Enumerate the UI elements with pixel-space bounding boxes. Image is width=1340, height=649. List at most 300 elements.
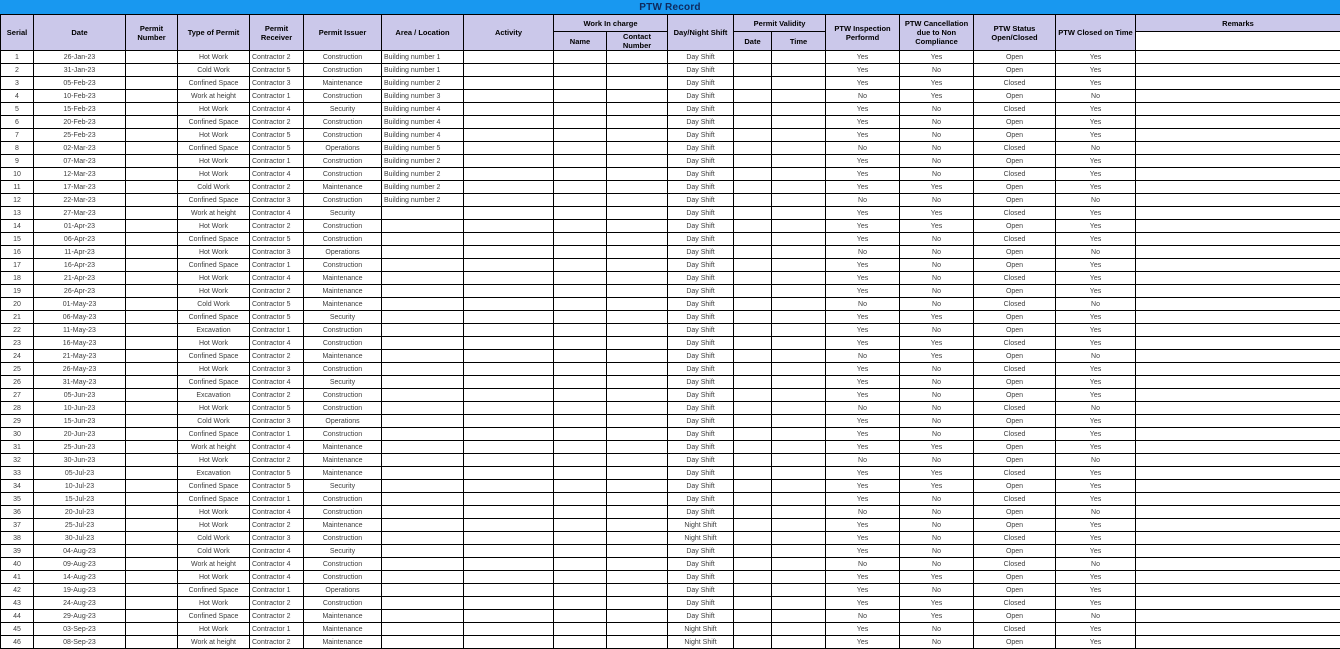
cell-ptw_closed_on_time: Yes xyxy=(1056,363,1136,376)
cell-ptw_status: Open xyxy=(974,51,1056,64)
cell-validity_date xyxy=(734,545,772,558)
cell-activity xyxy=(464,77,554,90)
cell-name xyxy=(554,285,607,298)
cell-ptw_inspection: Yes xyxy=(826,168,900,181)
cell-ptw_inspection: Yes xyxy=(826,64,900,77)
cell-ptw_closed_on_time: Yes xyxy=(1056,272,1136,285)
cell-permit_number xyxy=(126,298,178,311)
cell-ptw_status: Open xyxy=(974,415,1056,428)
cell-permit_receiver: Contractor 5 xyxy=(250,298,304,311)
cell-ptw_closed_on_time: Yes xyxy=(1056,415,1136,428)
cell-date: 14-Aug-23 xyxy=(34,571,126,584)
cell-permit_issuer: Construction xyxy=(304,220,382,233)
cell-contact_number xyxy=(607,584,668,597)
table-row xyxy=(1,324,1340,337)
cell-date: 26-Apr-23 xyxy=(34,285,126,298)
cell-permit_issuer: Maintenance xyxy=(304,623,382,636)
cell-validity_date xyxy=(734,376,772,389)
cell-day_night_shift: Day Shift xyxy=(668,571,734,584)
cell-area_location xyxy=(382,597,464,610)
table-row xyxy=(1,493,1340,506)
cell-permit_number xyxy=(126,337,178,350)
cell-type_of_permit: Hot Work xyxy=(178,571,250,584)
cell-area_location xyxy=(382,350,464,363)
cell-ptw_closed_on_time: Yes xyxy=(1056,571,1136,584)
cell-ptw_inspection: Yes xyxy=(826,480,900,493)
cell-ptw_status: Open xyxy=(974,181,1056,194)
cell-area_location xyxy=(382,207,464,220)
cell-ptw_cancellation: No xyxy=(900,506,974,519)
cell-type_of_permit: Hot Work xyxy=(178,155,250,168)
cell-validity_date xyxy=(734,324,772,337)
cell-serial: 39 xyxy=(1,545,34,558)
cell-name xyxy=(554,519,607,532)
column-header-day-night-shift: Day/Night Shift xyxy=(668,15,734,51)
cell-ptw_status: Open xyxy=(974,64,1056,77)
cell-activity xyxy=(464,116,554,129)
cell-ptw_status: Open xyxy=(974,454,1056,467)
table-row xyxy=(1,64,1340,77)
cell-validity_date xyxy=(734,428,772,441)
cell-type_of_permit: Hot Work xyxy=(178,402,250,415)
cell-area_location: Building number 4 xyxy=(382,129,464,142)
cell-date: 05-Feb-23 xyxy=(34,77,126,90)
cell-date: 06-May-23 xyxy=(34,311,126,324)
cell-validity_time xyxy=(772,467,826,480)
cell-permit_receiver: Contractor 5 xyxy=(250,129,304,142)
column-header-date: Date xyxy=(34,15,126,51)
cell-validity_time xyxy=(772,610,826,623)
cell-remarks xyxy=(1136,311,1340,324)
cell-ptw_closed_on_time: Yes xyxy=(1056,51,1136,64)
cell-contact_number xyxy=(607,623,668,636)
table-row xyxy=(1,610,1340,623)
cell-date: 16-Apr-23 xyxy=(34,259,126,272)
cell-ptw_inspection: Yes xyxy=(826,415,900,428)
cell-remarks xyxy=(1136,142,1340,155)
cell-permit_issuer: Operations xyxy=(304,584,382,597)
cell-ptw_inspection: Yes xyxy=(826,155,900,168)
cell-type_of_permit: Confined Space xyxy=(178,493,250,506)
cell-ptw_status: Open xyxy=(974,129,1056,142)
cell-contact_number xyxy=(607,311,668,324)
cell-permit_issuer: Construction xyxy=(304,324,382,337)
cell-validity_date xyxy=(734,350,772,363)
cell-activity xyxy=(464,623,554,636)
cell-ptw_closed_on_time: Yes xyxy=(1056,428,1136,441)
cell-permit_receiver: Contractor 4 xyxy=(250,207,304,220)
cell-name xyxy=(554,129,607,142)
cell-name xyxy=(554,571,607,584)
cell-contact_number xyxy=(607,597,668,610)
cell-permit_receiver: Contractor 5 xyxy=(250,467,304,480)
cell-ptw_closed_on_time: Yes xyxy=(1056,259,1136,272)
cell-ptw_cancellation: No xyxy=(900,415,974,428)
cell-remarks xyxy=(1136,207,1340,220)
cell-ptw_cancellation: No xyxy=(900,142,974,155)
cell-validity_date xyxy=(734,51,772,64)
cell-validity_time xyxy=(772,337,826,350)
cell-validity_time xyxy=(772,571,826,584)
cell-remarks xyxy=(1136,155,1340,168)
cell-contact_number xyxy=(607,415,668,428)
cell-validity_time xyxy=(772,493,826,506)
column-header-ptw-closed-on-time: PTW Closed on Time xyxy=(1056,15,1136,51)
cell-permit_receiver: Contractor 5 xyxy=(250,64,304,77)
cell-type_of_permit: Hot Work xyxy=(178,51,250,64)
cell-area_location xyxy=(382,623,464,636)
cell-date: 29-Aug-23 xyxy=(34,610,126,623)
cell-type_of_permit: Hot Work xyxy=(178,272,250,285)
cell-validity_time xyxy=(772,545,826,558)
cell-type_of_permit: Cold Work xyxy=(178,415,250,428)
cell-permit_receiver: Contractor 1 xyxy=(250,428,304,441)
cell-serial: 22 xyxy=(1,324,34,337)
cell-name xyxy=(554,506,607,519)
cell-name xyxy=(554,558,607,571)
cell-remarks xyxy=(1136,506,1340,519)
cell-permit_receiver: Contractor 5 xyxy=(250,142,304,155)
cell-permit_number xyxy=(126,129,178,142)
cell-validity_time xyxy=(772,77,826,90)
cell-permit_issuer: Construction xyxy=(304,506,382,519)
cell-day_night_shift: Night Shift xyxy=(668,636,734,649)
cell-activity xyxy=(464,337,554,350)
cell-name xyxy=(554,51,607,64)
cell-name xyxy=(554,246,607,259)
cell-type_of_permit: Cold Work xyxy=(178,181,250,194)
cell-ptw_cancellation: No xyxy=(900,194,974,207)
cell-date: 24-Aug-23 xyxy=(34,597,126,610)
cell-ptw_status: Open xyxy=(974,519,1056,532)
cell-contact_number xyxy=(607,571,668,584)
cell-ptw_status: Open xyxy=(974,116,1056,129)
cell-area_location xyxy=(382,558,464,571)
table-header xyxy=(1,15,1340,51)
cell-permit_issuer: Operations xyxy=(304,142,382,155)
cell-date: 10-Jun-23 xyxy=(34,402,126,415)
cell-ptw_cancellation: No xyxy=(900,324,974,337)
cell-serial: 44 xyxy=(1,610,34,623)
cell-contact_number xyxy=(607,220,668,233)
page-title: PTW Record xyxy=(639,2,700,13)
cell-type_of_permit: Work at height xyxy=(178,636,250,649)
cell-validity_date xyxy=(734,532,772,545)
cell-permit_receiver: Contractor 2 xyxy=(250,454,304,467)
cell-ptw_cancellation: Yes xyxy=(900,220,974,233)
cell-validity_date xyxy=(734,389,772,402)
cell-day_night_shift: Day Shift xyxy=(668,467,734,480)
cell-serial: 43 xyxy=(1,597,34,610)
cell-type_of_permit: Confined Space xyxy=(178,259,250,272)
cell-activity xyxy=(464,519,554,532)
cell-contact_number xyxy=(607,532,668,545)
cell-validity_date xyxy=(734,129,772,142)
cell-date: 07-Mar-23 xyxy=(34,155,126,168)
cell-ptw_closed_on_time: Yes xyxy=(1056,103,1136,116)
cell-permit_issuer: Maintenance xyxy=(304,454,382,467)
cell-validity_date xyxy=(734,441,772,454)
cell-activity xyxy=(464,298,554,311)
cell-validity_date xyxy=(734,519,772,532)
cell-ptw_inspection: Yes xyxy=(826,285,900,298)
cell-ptw_closed_on_time: Yes xyxy=(1056,376,1136,389)
cell-remarks xyxy=(1136,168,1340,181)
cell-permit_number xyxy=(126,506,178,519)
cell-serial: 17 xyxy=(1,259,34,272)
cell-ptw_closed_on_time: Yes xyxy=(1056,532,1136,545)
cell-name xyxy=(554,402,607,415)
cell-area_location xyxy=(382,324,464,337)
cell-ptw_closed_on_time: No xyxy=(1056,194,1136,207)
cell-day_night_shift: Day Shift xyxy=(668,155,734,168)
cell-serial: 46 xyxy=(1,636,34,649)
cell-ptw_inspection: Yes xyxy=(826,545,900,558)
cell-ptw_status: Closed xyxy=(974,233,1056,246)
cell-ptw_status: Closed xyxy=(974,493,1056,506)
cell-permit_number xyxy=(126,545,178,558)
cell-day_night_shift: Day Shift xyxy=(668,324,734,337)
cell-serial: 32 xyxy=(1,454,34,467)
cell-ptw_status: Open xyxy=(974,389,1056,402)
cell-ptw_cancellation: Yes xyxy=(900,90,974,103)
cell-permit_number xyxy=(126,571,178,584)
cell-ptw_status: Open xyxy=(974,350,1056,363)
cell-serial: 14 xyxy=(1,220,34,233)
cell-day_night_shift: Day Shift xyxy=(668,597,734,610)
cell-day_night_shift: Day Shift xyxy=(668,454,734,467)
cell-remarks xyxy=(1136,545,1340,558)
cell-permit_number xyxy=(126,142,178,155)
table-row xyxy=(1,233,1340,246)
cell-ptw_status: Open xyxy=(974,246,1056,259)
cell-remarks xyxy=(1136,402,1340,415)
cell-activity xyxy=(464,584,554,597)
cell-name xyxy=(554,77,607,90)
cell-ptw_inspection: Yes xyxy=(826,337,900,350)
cell-contact_number xyxy=(607,168,668,181)
cell-permit_receiver: Contractor 2 xyxy=(250,636,304,649)
cell-activity xyxy=(464,480,554,493)
table-row xyxy=(1,129,1340,142)
cell-ptw_cancellation: No xyxy=(900,428,974,441)
cell-activity xyxy=(464,259,554,272)
cell-ptw_closed_on_time: Yes xyxy=(1056,181,1136,194)
column-header-validity-time: Time xyxy=(772,32,826,51)
cell-name xyxy=(554,545,607,558)
cell-date: 27-Mar-23 xyxy=(34,207,126,220)
table-row xyxy=(1,506,1340,519)
cell-area_location: Building number 4 xyxy=(382,103,464,116)
cell-permit_issuer: Construction xyxy=(304,155,382,168)
cell-day_night_shift: Day Shift xyxy=(668,142,734,155)
cell-permit_number xyxy=(126,90,178,103)
cell-area_location: Building number 4 xyxy=(382,116,464,129)
cell-ptw_inspection: Yes xyxy=(826,311,900,324)
cell-ptw_closed_on_time: No xyxy=(1056,610,1136,623)
cell-permit_number xyxy=(126,103,178,116)
cell-remarks xyxy=(1136,519,1340,532)
cell-ptw_inspection: Yes xyxy=(826,220,900,233)
cell-permit_receiver: Contractor 4 xyxy=(250,168,304,181)
cell-ptw_cancellation: No xyxy=(900,493,974,506)
cell-ptw_status: Closed xyxy=(974,142,1056,155)
table-row xyxy=(1,376,1340,389)
cell-activity xyxy=(464,194,554,207)
cell-ptw_status: Open xyxy=(974,441,1056,454)
cell-ptw_status: Open xyxy=(974,636,1056,649)
column-header-name: Name xyxy=(554,32,607,51)
cell-permit_receiver: Contractor 1 xyxy=(250,493,304,506)
cell-validity_date xyxy=(734,298,772,311)
table-row xyxy=(1,389,1340,402)
cell-ptw_status: Closed xyxy=(974,298,1056,311)
cell-day_night_shift: Day Shift xyxy=(668,298,734,311)
table-row xyxy=(1,103,1340,116)
table-row xyxy=(1,220,1340,233)
cell-contact_number xyxy=(607,116,668,129)
cell-day_night_shift: Night Shift xyxy=(668,623,734,636)
cell-area_location xyxy=(382,298,464,311)
cell-ptw_closed_on_time: Yes xyxy=(1056,597,1136,610)
cell-remarks xyxy=(1136,558,1340,571)
cell-activity xyxy=(464,389,554,402)
cell-remarks xyxy=(1136,610,1340,623)
cell-validity_date xyxy=(734,363,772,376)
cell-permit_receiver: Contractor 4 xyxy=(250,337,304,350)
cell-type_of_permit: Confined Space xyxy=(178,142,250,155)
cell-permit_issuer: Security xyxy=(304,103,382,116)
cell-name xyxy=(554,168,607,181)
cell-ptw_cancellation: Yes xyxy=(900,207,974,220)
table-row xyxy=(1,571,1340,584)
cell-validity_date xyxy=(734,480,772,493)
cell-ptw_inspection: Yes xyxy=(826,636,900,649)
cell-ptw_cancellation: No xyxy=(900,584,974,597)
cell-contact_number xyxy=(607,181,668,194)
cell-permit_issuer: Construction xyxy=(304,194,382,207)
cell-day_night_shift: Day Shift xyxy=(668,376,734,389)
cell-day_night_shift: Day Shift xyxy=(668,77,734,90)
cell-name xyxy=(554,493,607,506)
cell-area_location xyxy=(382,233,464,246)
cell-name xyxy=(554,298,607,311)
cell-ptw_status: Closed xyxy=(974,337,1056,350)
cell-permit_receiver: Contractor 1 xyxy=(250,324,304,337)
cell-contact_number xyxy=(607,636,668,649)
cell-area_location: Building number 2 xyxy=(382,77,464,90)
cell-serial: 25 xyxy=(1,363,34,376)
cell-contact_number xyxy=(607,454,668,467)
cell-serial: 27 xyxy=(1,389,34,402)
cell-ptw_inspection: Yes xyxy=(826,519,900,532)
cell-day_night_shift: Day Shift xyxy=(668,181,734,194)
cell-day_night_shift: Day Shift xyxy=(668,415,734,428)
cell-ptw_cancellation: Yes xyxy=(900,337,974,350)
cell-area_location xyxy=(382,584,464,597)
cell-ptw_cancellation: No xyxy=(900,272,974,285)
cell-name xyxy=(554,363,607,376)
cell-name xyxy=(554,428,607,441)
cell-type_of_permit: Excavation xyxy=(178,324,250,337)
cell-ptw_status: Open xyxy=(974,376,1056,389)
cell-permit_number xyxy=(126,389,178,402)
cell-serial: 38 xyxy=(1,532,34,545)
cell-contact_number xyxy=(607,389,668,402)
cell-ptw_inspection: Yes xyxy=(826,428,900,441)
cell-ptw_status: Open xyxy=(974,155,1056,168)
cell-name xyxy=(554,584,607,597)
cell-date: 20-Jul-23 xyxy=(34,506,126,519)
cell-name xyxy=(554,142,607,155)
cell-permit_issuer: Construction xyxy=(304,428,382,441)
cell-activity xyxy=(464,506,554,519)
cell-day_night_shift: Day Shift xyxy=(668,64,734,77)
cell-date: 25-Jul-23 xyxy=(34,519,126,532)
cell-validity_date xyxy=(734,454,772,467)
cell-ptw_closed_on_time: No xyxy=(1056,558,1136,571)
cell-ptw_status: Open xyxy=(974,90,1056,103)
cell-permit_receiver: Contractor 1 xyxy=(250,90,304,103)
cell-remarks xyxy=(1136,194,1340,207)
cell-permit_receiver: Contractor 3 xyxy=(250,363,304,376)
cell-date: 30-Jul-23 xyxy=(34,532,126,545)
cell-validity_time xyxy=(772,311,826,324)
cell-permit_issuer: Construction xyxy=(304,363,382,376)
cell-activity xyxy=(464,129,554,142)
cell-serial: 12 xyxy=(1,194,34,207)
cell-ptw_inspection: Yes xyxy=(826,571,900,584)
cell-day_night_shift: Day Shift xyxy=(668,194,734,207)
cell-serial: 23 xyxy=(1,337,34,350)
cell-ptw_cancellation: Yes xyxy=(900,51,974,64)
cell-permit_issuer: Construction xyxy=(304,129,382,142)
cell-validity_date xyxy=(734,246,772,259)
cell-area_location: Building number 1 xyxy=(382,64,464,77)
cell-type_of_permit: Cold Work xyxy=(178,298,250,311)
cell-validity_date xyxy=(734,90,772,103)
table-row xyxy=(1,272,1340,285)
cell-ptw_inspection: Yes xyxy=(826,181,900,194)
cell-validity_time xyxy=(772,350,826,363)
cell-date: 06-Apr-23 xyxy=(34,233,126,246)
cell-permit_number xyxy=(126,467,178,480)
cell-serial: 18 xyxy=(1,272,34,285)
cell-permit_number xyxy=(126,402,178,415)
cell-serial: 16 xyxy=(1,246,34,259)
cell-ptw_cancellation: No xyxy=(900,545,974,558)
cell-contact_number xyxy=(607,363,668,376)
cell-remarks xyxy=(1136,597,1340,610)
cell-permit_number xyxy=(126,51,178,64)
cell-ptw_status: Open xyxy=(974,311,1056,324)
cell-ptw_closed_on_time: Yes xyxy=(1056,77,1136,90)
cell-area_location xyxy=(382,363,464,376)
cell-ptw_cancellation: Yes xyxy=(900,77,974,90)
cell-name xyxy=(554,532,607,545)
cell-name xyxy=(554,597,607,610)
cell-remarks xyxy=(1136,298,1340,311)
cell-date: 15-Feb-23 xyxy=(34,103,126,116)
cell-remarks xyxy=(1136,350,1340,363)
cell-name xyxy=(554,181,607,194)
cell-type_of_permit: Hot Work xyxy=(178,103,250,116)
cell-permit_issuer: Construction xyxy=(304,51,382,64)
cell-date: 02-Mar-23 xyxy=(34,142,126,155)
cell-activity xyxy=(464,597,554,610)
cell-activity xyxy=(464,467,554,480)
cell-remarks xyxy=(1136,493,1340,506)
